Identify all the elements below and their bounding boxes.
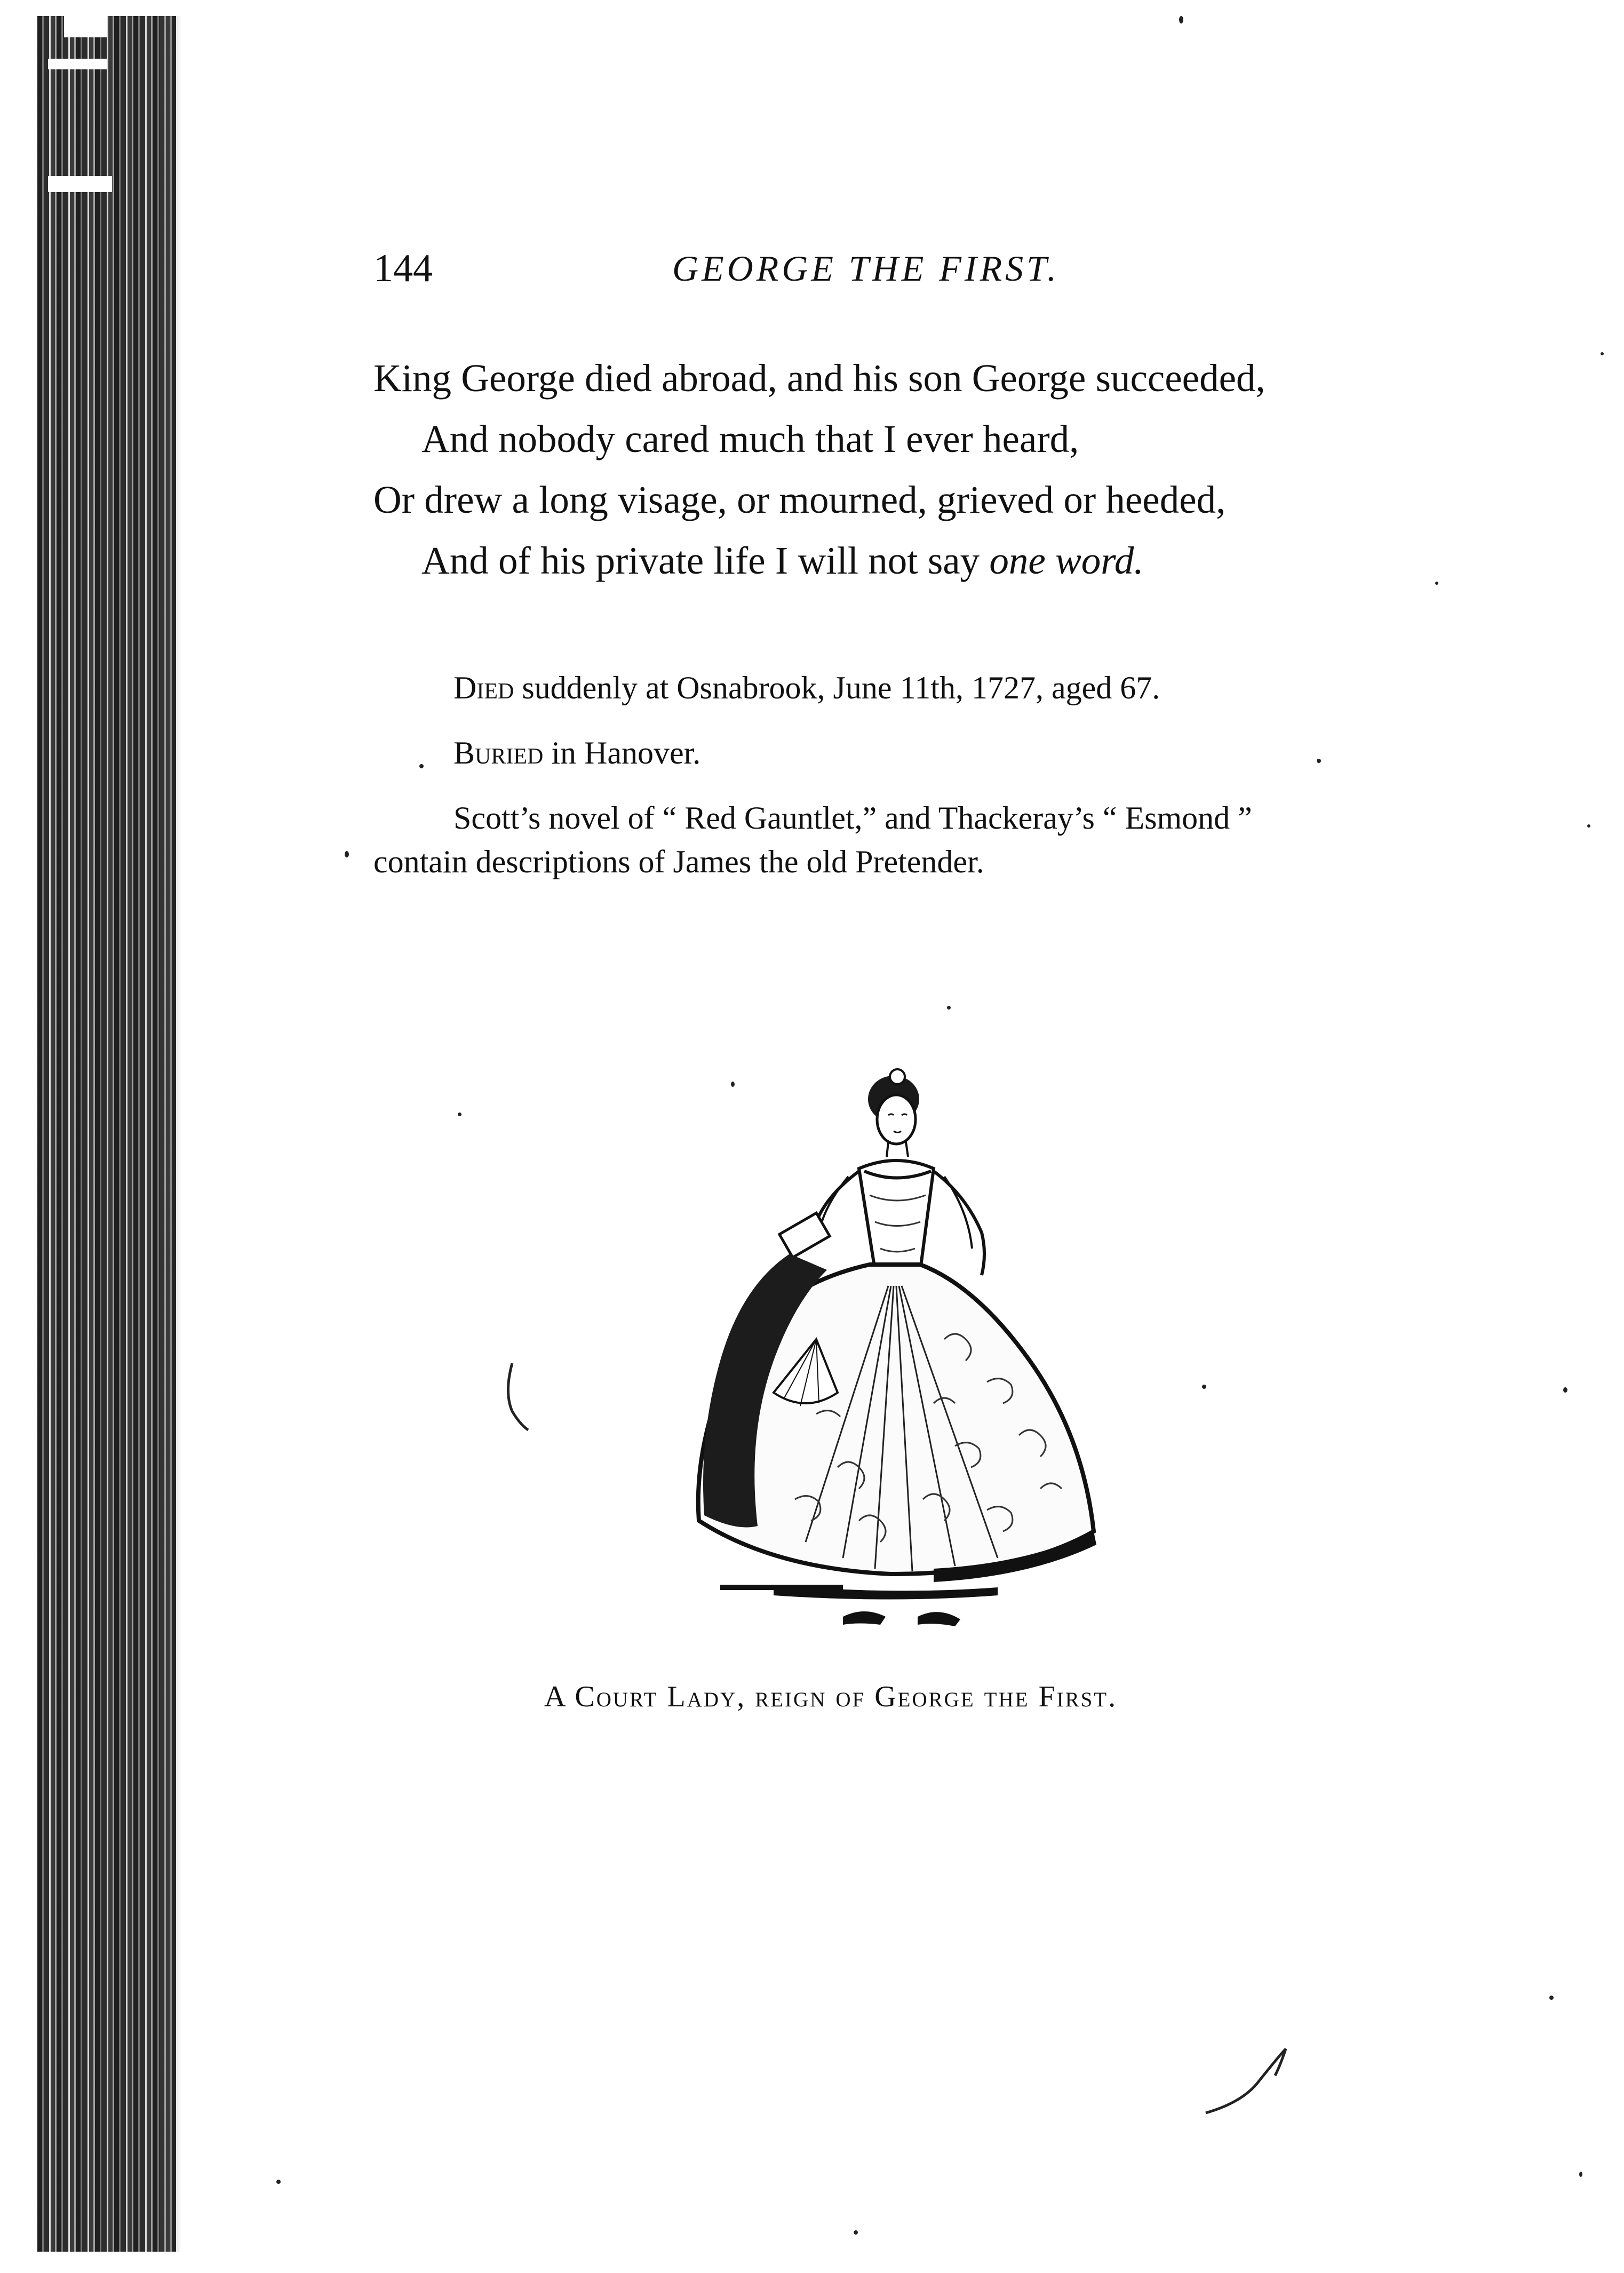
scan-speck — [1435, 582, 1438, 585]
death-text: suddenly at Osnabrook, June 11th, 1727, aged 67. — [514, 670, 1160, 705]
running-head — [373, 239, 1163, 298]
verse-line — [373, 409, 1494, 470]
scan-speck — [1601, 352, 1604, 355]
pen-stroke-mark — [1200, 2044, 1307, 2118]
scan-speck — [345, 851, 349, 857]
verse-line — [373, 530, 1494, 591]
novel-note-line-2: contain descriptions of James the old Pretender. — [373, 844, 984, 879]
scan-speck — [854, 2230, 858, 2235]
scan-speck — [1579, 2172, 1582, 2177]
scan-speck — [731, 1082, 735, 1087]
scan-speck — [1587, 824, 1590, 828]
verse-line-text: And nobody cared much that I ever heard, — [421, 417, 1079, 460]
scan-speck — [276, 2180, 281, 2184]
scan-speck — [458, 1112, 461, 1116]
page-number: 144 — [373, 247, 433, 290]
running-title: GEORGE THE FIRST. — [672, 248, 1060, 289]
burial-note — [373, 731, 1515, 775]
verse-line-text: King George died abroad, and his son George succeeded, — [373, 356, 1265, 400]
binding-shadow — [160, 16, 181, 2252]
notes-block — [373, 666, 1515, 884]
scan-speck — [1549, 1996, 1554, 2000]
death-note — [373, 666, 1515, 710]
verse-italic-emphasis: one word. — [989, 539, 1144, 582]
verse-line-text: And of his private life I will not say — [421, 539, 990, 582]
verse-line — [373, 348, 1494, 409]
buried-label: Buried — [453, 735, 544, 770]
binding-gap — [48, 176, 112, 192]
novel-note-line-1: Scott’s novel of “ Red Gauntlet,” and Thackeray’s “ Esmond ” — [453, 800, 1252, 836]
scan-speck — [947, 1006, 951, 1010]
burial-text: in Hanover. — [543, 735, 701, 770]
book-binding-edge — [37, 16, 176, 2252]
scan-speck — [419, 764, 424, 768]
scan-speck — [1563, 1387, 1567, 1393]
scan-speck — [1317, 759, 1321, 763]
verse-line-text: Or drew a long visage, or mourned, grieved or heeded, — [373, 478, 1226, 521]
binding-gap — [64, 16, 107, 37]
court-lady-engraving-icon — [614, 1062, 1200, 1659]
died-label: Died — [453, 670, 514, 705]
binding-gap — [48, 59, 107, 69]
verse-line — [373, 470, 1494, 530]
scan-speck — [1179, 16, 1183, 23]
illustration-caption: A Court Lady, reign of George the First. — [544, 1680, 1118, 1713]
scan-speck — [1202, 1385, 1206, 1389]
verse-stanza — [373, 348, 1494, 591]
pen-stroke-mark — [501, 1361, 534, 1435]
